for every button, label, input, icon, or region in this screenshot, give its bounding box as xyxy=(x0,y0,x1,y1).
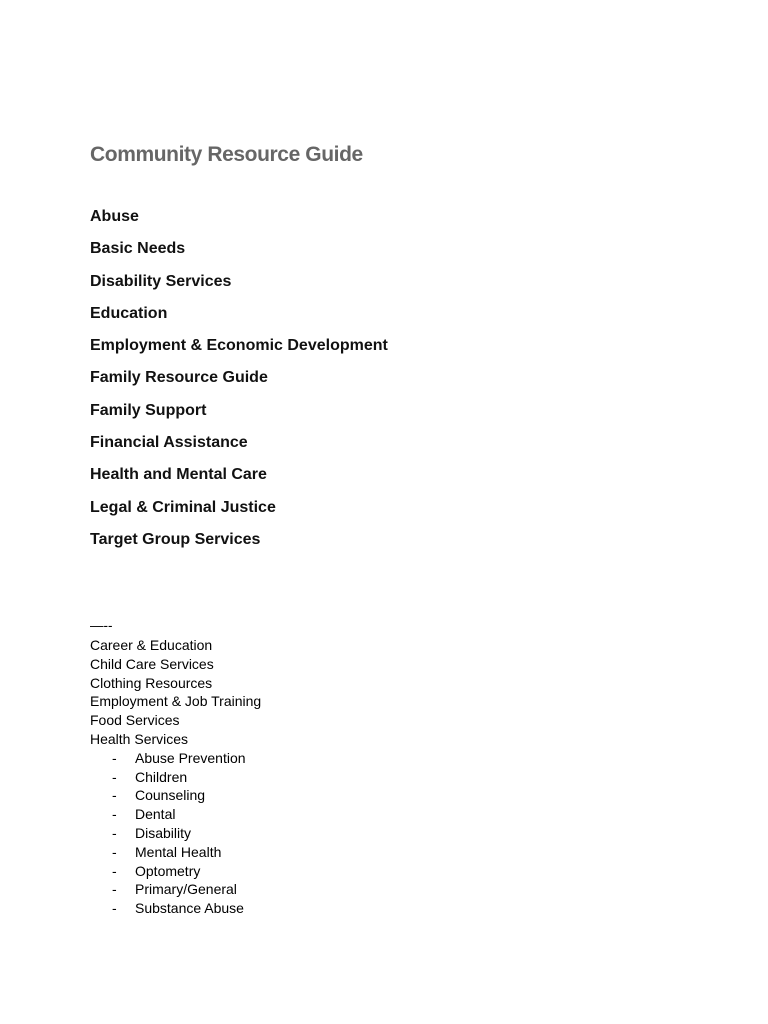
dash-bullet: - xyxy=(112,749,117,766)
dash-bullet: - xyxy=(112,768,117,785)
resource-item: Clothing Resources xyxy=(90,674,213,691)
category-item-legal-criminal-justice[interactable]: Legal & Criminal Justice xyxy=(90,498,276,516)
sublist-item-label: Optometry xyxy=(135,862,201,879)
sublist-item-label: Abuse Prevention xyxy=(135,749,246,766)
sublist-item-label: Mental Health xyxy=(135,843,222,860)
section-divider: —-- xyxy=(90,618,113,633)
category-item-family-resource-guide[interactable]: Family Resource Guide xyxy=(90,369,268,387)
sublist-item xyxy=(90,786,261,805)
resource-item: Employment & Job Training xyxy=(90,693,262,710)
sublist-item-label: Primary/General xyxy=(135,881,237,898)
resource-list xyxy=(90,636,261,918)
sublist-item-label: Disability xyxy=(135,824,192,841)
category-item-abuse[interactable]: Abuse xyxy=(90,208,139,225)
resource-item: Child Care Services xyxy=(90,655,214,672)
category-item-education[interactable]: Education xyxy=(90,304,168,322)
category-list xyxy=(90,206,388,561)
category-item-disability-services[interactable]: Disability Services xyxy=(90,272,232,290)
sublist-item xyxy=(90,843,261,862)
resource-item: Food Services xyxy=(90,712,180,729)
resource-item-health-services xyxy=(90,730,261,918)
sublist-item-label: Children xyxy=(135,768,188,785)
sublist-item xyxy=(90,805,261,824)
sublist-item xyxy=(90,862,261,881)
category-item-family-support[interactable]: Family Support xyxy=(90,401,207,419)
health-services-sublist xyxy=(90,749,261,918)
category-item-financial-assistance[interactable]: Financial Assistance xyxy=(90,434,248,452)
dash-bullet: - xyxy=(112,881,117,898)
category-item-health-mental-care[interactable]: Health and Mental Care xyxy=(90,466,267,484)
category-item-employment[interactable]: Employment & Economic Development xyxy=(90,337,388,355)
dash-bullet: - xyxy=(112,862,117,879)
sublist-item xyxy=(90,749,261,768)
sublist-item-label: Substance Abuse xyxy=(135,900,244,917)
dash-bullet: - xyxy=(112,843,117,860)
dash-bullet: - xyxy=(112,900,117,917)
sublist-item xyxy=(90,899,261,918)
sublist-item xyxy=(90,880,261,899)
page-title: Community Resource Guide xyxy=(90,143,363,166)
dash-bullet: - xyxy=(112,806,117,823)
resource-item-label: Health Services xyxy=(90,730,189,747)
dash-bullet: - xyxy=(112,824,117,841)
sublist-item xyxy=(90,824,261,843)
category-item-target-group-services[interactable]: Target Group Services xyxy=(90,530,261,548)
dash-bullet: - xyxy=(112,787,117,804)
sublist-item-label: Dental xyxy=(135,806,176,823)
sublist-item-label: Counseling xyxy=(135,787,206,804)
category-item-basic-needs[interactable]: Basic Needs xyxy=(90,240,186,258)
sublist-item xyxy=(90,768,261,787)
resource-item: Career & Education xyxy=(90,637,213,653)
